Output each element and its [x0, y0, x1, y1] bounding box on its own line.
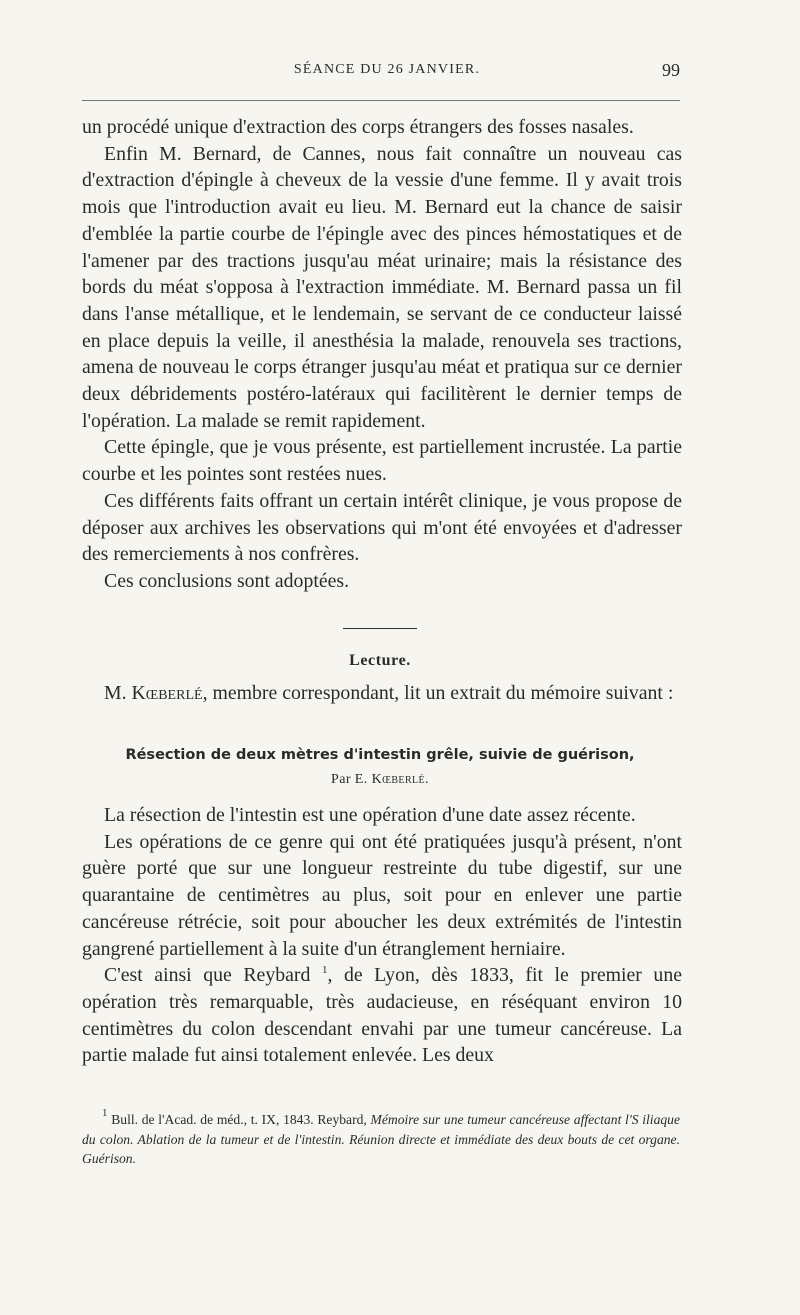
intro-paragraph	[82, 680, 682, 707]
paper-byline	[0, 772, 760, 788]
main-paragraph-3	[82, 962, 682, 1069]
paper-title: Résection de deux mètres d'intestin grêle, suivie de guérison,	[125, 747, 635, 763]
author-name: Kœberlé	[131, 682, 203, 704]
section-intro	[82, 680, 682, 707]
page-number: 99	[662, 60, 680, 80]
footnote-text	[82, 1107, 681, 1169]
footnote	[82, 1107, 681, 1169]
main-paragraph-2: Les opérations de ce genre qui ont été pratiquées jusqu'à présent, n'ont guère porté que sur une longueur restreinte du tube digestif, sur une quarantaine de centimètres au plus, soit pour en enlever une partie cancéreuse rétrécie, soit pour aboucher les deux extrémités de l'intestin gangrené partiellement à la suite d'un étranglement herniaire.	[82, 830, 682, 960]
upper-body-text	[82, 114, 682, 595]
running-header	[82, 62, 682, 86]
main-paragraph-1: La résection de l'intestin est une opération d'une date assez récente.	[104, 804, 636, 826]
footnote-plain: Bull. de l'Acad. de méd., t. IX, 1843. Reybard,	[107, 1112, 371, 1127]
byline-author: Kœberlé.	[371, 772, 429, 787]
paragraph-bernard: Enfin M. Bernard, de Cannes, nous fait connaître un nouveau cas d'extraction d'épingle à cheveux de la vessie d'une femme. Il y avait trois mois que l'introduction avait eu lieu. M. Bernard eut la chance de saisir d'emblée la partie courbe de l'épingle avec des pinces hémostatiques et de l'amener par des tractions jusqu'au méat urinaire; mais la résistance des bords du méat s'opposa à l'extraction immédiate. M. Bernard passa un fil dans l'anse métallique, et le lendemain, se servant de ce conducteur laissé en place depuis la veille, il anesthésia la malade, renouvela ses tractions, amena de nouveau le corps étranger jusqu'au méat et pratiqua sur ce dernier deux débridements postéro-latéraux qui facilitèrent le dernier temps de l'opération. La malade se remit rapidement.	[82, 142, 682, 432]
para3-after: , de Lyon, dès 1833, fit le premier une opération très remarquable, très audacieuse, en réséquant environ 10 centimètres du colon descendant envahi par une tumeur cancéreuse. La partie malade fut ainsi totalement enlevée. Les deux	[82, 964, 682, 1067]
main-body-text	[82, 802, 682, 1069]
paragraph-faits: Ces différents faits offrant un certain intérêt clinique, je vous propose de déposer aux archives les observations qui m'ont été envoyées et d'adresser des remerciements à nos confrères.	[82, 489, 682, 566]
intro-rest: , membre correspondant, lit un extrait du mémoire suivant :	[202, 682, 674, 704]
footnote-italic: Mémoire sur une tumeur cancéreuse affectant l'S iliaque du colon. Ablation de la tumeur et de l'intestin. Réunion directe et immédiate des deux bouts de cet organe. Guérison.	[82, 1112, 681, 1167]
running-title: SÉANCE DU 26 JANVIER.	[293, 62, 481, 77]
paragraph-conclusions: Ces conclusions sont adoptées.	[104, 569, 350, 592]
section-heading: Lecture.	[349, 652, 411, 669]
intro-prefix: M.	[104, 682, 132, 704]
footnote-mark: 1	[102, 1107, 108, 1119]
para3-before: C'est ainsi que Reybard	[104, 964, 322, 987]
paragraph-epingle: Cette épingle, que je vous présente, est partiellement incrustée. La partie courbe et les pointes sont restées nues.	[82, 436, 682, 486]
continuation-paragraph: un procédé unique d'extraction des corps étrangers des fosses nasales.	[82, 116, 634, 138]
footnote-reference[interactable]: 1	[321, 964, 328, 977]
byline-prefix: Par E.	[331, 772, 372, 787]
section-divider	[343, 628, 417, 629]
header-rule	[82, 100, 680, 101]
